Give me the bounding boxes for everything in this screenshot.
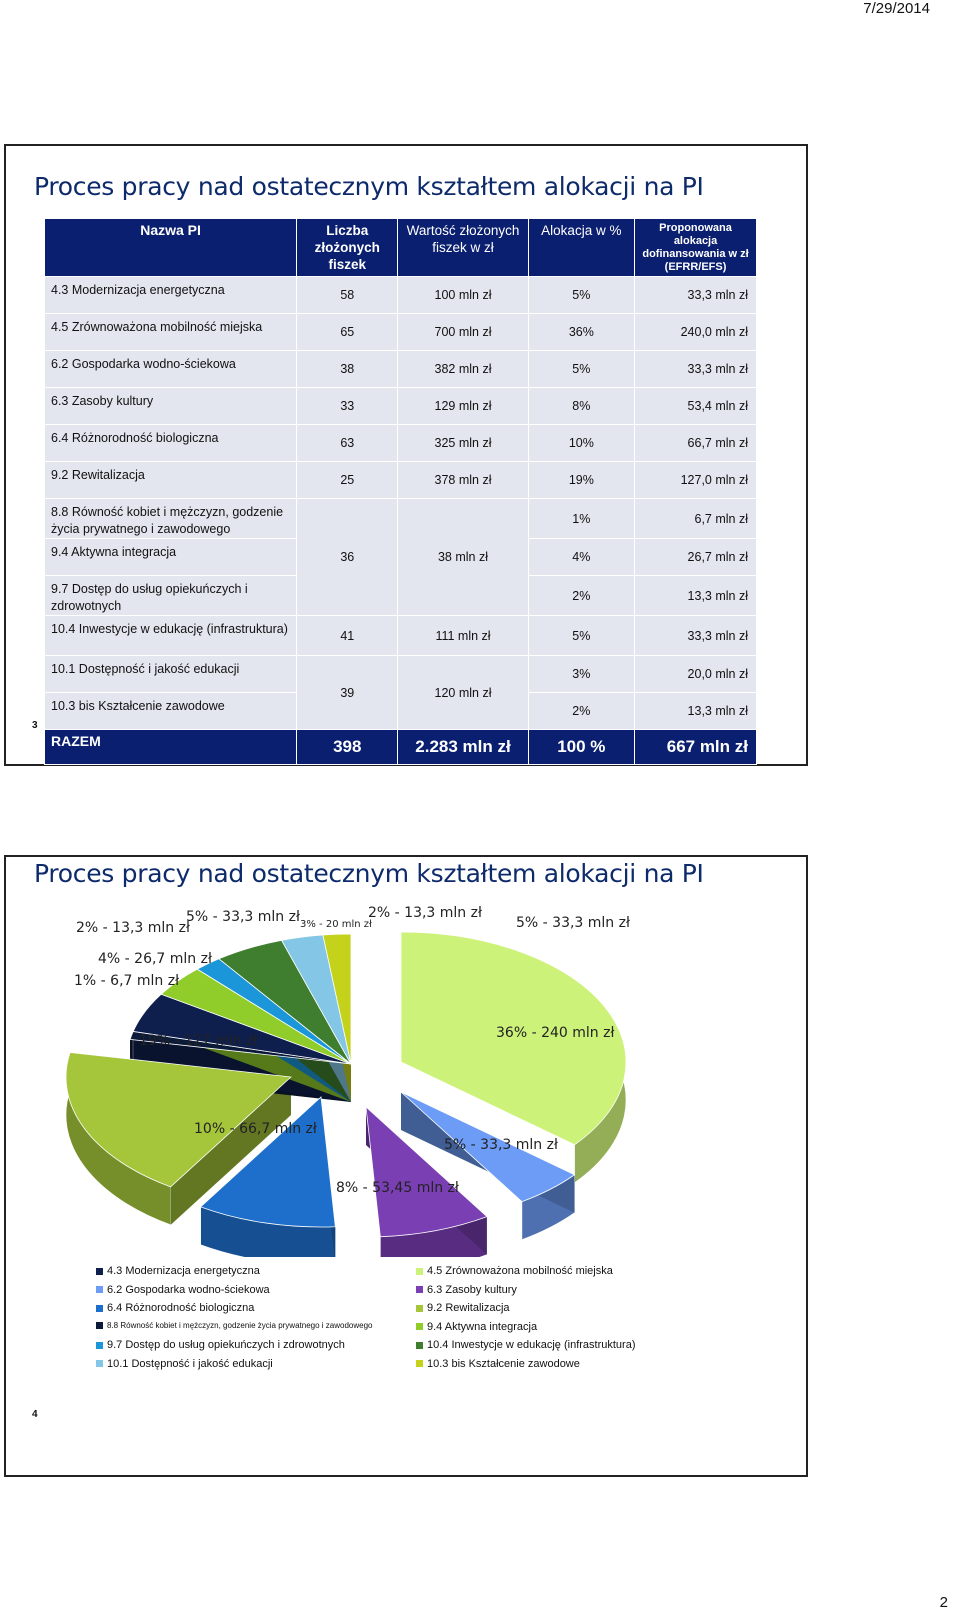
header-name: Nazwa PI bbox=[45, 219, 297, 277]
row-allocation: 6,7 mln zł bbox=[635, 499, 757, 539]
row-value: 111 mln zł bbox=[398, 616, 528, 656]
legend-swatch bbox=[96, 1268, 103, 1275]
row-allocation: 33,3 mln zł bbox=[635, 351, 757, 388]
row-value: 378 mln zł bbox=[398, 462, 528, 499]
table-row bbox=[45, 388, 757, 425]
row-percent: 10% bbox=[528, 425, 634, 462]
row-name: 10.1 Dostępność i jakość edukacji bbox=[45, 656, 297, 693]
legend-label: 6.2 Gospodarka wodno-ściekowa bbox=[107, 1283, 270, 1296]
header-allocation: Proponowana alokacja dofinansowania w zł (EFRR/EFS) bbox=[635, 219, 757, 277]
page-date: 7/29/2014 bbox=[863, 0, 930, 17]
legend-label: 9.2 Rewitalizacja bbox=[427, 1302, 510, 1314]
row-percent: 4% bbox=[528, 539, 634, 576]
legend-item bbox=[96, 1339, 345, 1351]
pie-chart bbox=[6, 857, 806, 1257]
row-count: 33 bbox=[297, 388, 398, 425]
total-value: 2.283 mln zł bbox=[398, 730, 528, 765]
header-value: Wartość złożonych fiszek w zł bbox=[398, 219, 528, 277]
slide-chart bbox=[4, 855, 808, 1477]
row-percent: 2% bbox=[528, 576, 634, 616]
slide-table bbox=[4, 144, 808, 766]
row-percent: 3% bbox=[528, 656, 634, 693]
row-name: 6.4 Różnorodność biologiczna bbox=[45, 425, 297, 462]
pie-slice-label: 5% - 33,3 mln zł bbox=[444, 1137, 558, 1153]
row-allocation: 66,7 mln zł bbox=[635, 425, 757, 462]
row-count: 25 bbox=[297, 462, 398, 499]
row-value: 129 mln zł bbox=[398, 388, 528, 425]
row-allocation: 33,3 mln zł bbox=[635, 616, 757, 656]
row-count: 39 bbox=[297, 656, 398, 730]
row-name: 4.5 Zrównoważona mobilność miejska bbox=[45, 314, 297, 351]
pie-slice-label: 2% - 13,3 mln zł bbox=[76, 920, 190, 936]
row-value: 700 mln zł bbox=[398, 314, 528, 351]
legend-item bbox=[96, 1302, 254, 1314]
legend-label: 4.3 Modernizacja energetyczna bbox=[107, 1265, 260, 1277]
table-row bbox=[45, 616, 757, 656]
row-count: 58 bbox=[297, 277, 398, 314]
row-percent: 19% bbox=[528, 462, 634, 499]
legend-swatch bbox=[96, 1342, 103, 1349]
pie-slice-label: 36% - 240 mln zł bbox=[496, 1025, 615, 1041]
row-percent: 5% bbox=[528, 277, 634, 314]
row-name: 10.3 bis Kształcenie zawodowe bbox=[45, 693, 297, 730]
page-number: 2 bbox=[939, 1594, 948, 1611]
legend-item bbox=[416, 1284, 517, 1296]
row-count: 38 bbox=[297, 351, 398, 388]
legend-swatch bbox=[416, 1342, 423, 1349]
row-name: 10.4 Inwestycje w edukację (infrastruktura) bbox=[45, 616, 297, 656]
row-name: 9.2 Rewitalizacja bbox=[45, 462, 297, 499]
row-count: 36 bbox=[297, 499, 398, 616]
legend-label: 8.8 Równość kobiet i mężczyzn, godzenie życia prywatnego i zawodowego bbox=[107, 1320, 373, 1330]
row-allocation: 33,3 mln zł bbox=[635, 277, 757, 314]
table-row bbox=[45, 462, 757, 499]
row-percent: 5% bbox=[528, 616, 634, 656]
row-allocation: 20,0 mln zł bbox=[635, 656, 757, 693]
pie-slice-label: 2% - 13,3 mln zł bbox=[368, 905, 482, 921]
row-name: 9.4 Aktywna integracja bbox=[45, 539, 297, 576]
table-row bbox=[45, 425, 757, 462]
legend-swatch bbox=[96, 1286, 103, 1293]
pie-slice-label: 1% - 6,7 mln zł bbox=[74, 973, 180, 989]
legend-label: 10.4 Inwestycje w edukację (infrastruktura) bbox=[427, 1339, 636, 1351]
pie-slice-label: 5% - 33,3 mln zł bbox=[186, 909, 300, 925]
legend-item bbox=[416, 1339, 635, 1351]
table-row bbox=[45, 656, 757, 693]
row-value: 38 mln zł bbox=[398, 499, 528, 616]
slide-title: Proces pracy nad ostatecznym kształtem alokacji na PI bbox=[34, 859, 704, 888]
legend-item bbox=[416, 1265, 613, 1277]
table-row bbox=[45, 351, 757, 388]
pie-slice-label: 5% - 33,3 mln zł bbox=[516, 915, 630, 931]
legend-label: 6.3 Zasoby kultury bbox=[427, 1283, 517, 1296]
legend-item bbox=[96, 1284, 270, 1296]
row-percent: 1% bbox=[528, 499, 634, 539]
row-percent: 2% bbox=[528, 693, 634, 730]
slide-number: 3 bbox=[32, 720, 38, 731]
allocation-table bbox=[44, 218, 757, 765]
legend-swatch bbox=[416, 1305, 423, 1312]
row-count: 63 bbox=[297, 425, 398, 462]
pie-slice-label: 4% - 26,7 mln zł bbox=[98, 951, 212, 967]
row-allocation: 13,3 mln zł bbox=[635, 576, 757, 616]
row-count: 41 bbox=[297, 616, 398, 656]
total-percent: 100 % bbox=[528, 730, 634, 765]
slide-title: Proces pracy nad ostatecznym kształtem alokacji na PI bbox=[34, 172, 704, 201]
legend-swatch bbox=[96, 1322, 103, 1329]
legend-label: 9.7 Dostęp do usług opiekuńczych i zdrowotnych bbox=[107, 1339, 345, 1351]
total-name: RAZEM bbox=[45, 730, 297, 765]
row-allocation: 240,0 mln zł bbox=[635, 314, 757, 351]
row-allocation: 26,7 mln zł bbox=[635, 539, 757, 576]
legend-item bbox=[96, 1358, 273, 1370]
row-value: 382 mln zł bbox=[398, 351, 528, 388]
legend-swatch bbox=[96, 1305, 103, 1312]
row-value: 120 mln zł bbox=[398, 656, 528, 730]
row-name: 9.7 Dostęp do usług opiekuńczych i zdrowotnych bbox=[45, 576, 297, 616]
row-allocation: 53,4 mln zł bbox=[635, 388, 757, 425]
total-row bbox=[45, 730, 757, 765]
legend-swatch bbox=[416, 1323, 423, 1330]
row-name: 6.3 Zasoby kultury bbox=[45, 388, 297, 425]
legend-label: 10.3 bis Kształcenie zawodowe bbox=[427, 1357, 580, 1370]
header-percent: Alokacja w % bbox=[528, 219, 634, 277]
legend-label: 4.5 Zrównoważona mobilność miejska bbox=[427, 1265, 613, 1277]
pie-slice-label: 3% - 20 mln zł bbox=[300, 919, 372, 930]
pie-slice-label: 10% - 66,7 mln zł bbox=[194, 1121, 317, 1137]
header-count: Liczba złożonych fiszek bbox=[297, 219, 398, 277]
table-row bbox=[45, 499, 757, 539]
pie-slice-label: 8% - 53,45 mln zł bbox=[336, 1180, 459, 1196]
legend-item bbox=[96, 1321, 372, 1330]
row-value: 100 mln zł bbox=[398, 277, 528, 314]
legend-label: 10.1 Dostępność i jakość edukacji bbox=[107, 1357, 273, 1370]
row-percent: 36% bbox=[528, 314, 634, 351]
row-allocation: 13,3 mln zł bbox=[635, 693, 757, 730]
row-name: 8.8 Równość kobiet i mężczyzn, godzenie życia prywatnego i zawodowego bbox=[45, 499, 297, 539]
legend-item bbox=[96, 1265, 260, 1277]
legend-swatch bbox=[416, 1286, 423, 1293]
legend-label: 6.4 Różnorodność biologiczna bbox=[107, 1302, 255, 1314]
legend-swatch bbox=[416, 1360, 423, 1367]
legend-swatch bbox=[416, 1268, 423, 1275]
row-name: 6.2 Gospodarka wodno-ściekowa bbox=[45, 351, 297, 388]
legend-swatch bbox=[96, 1360, 103, 1367]
total-allocation: 667 mln zł bbox=[635, 730, 757, 765]
table-row bbox=[45, 277, 757, 314]
row-count: 65 bbox=[297, 314, 398, 351]
row-percent: 5% bbox=[528, 351, 634, 388]
pie-slice-label: 19% - 127 mln zł bbox=[139, 1033, 258, 1049]
legend-item bbox=[416, 1358, 580, 1370]
slide-number: 4 bbox=[32, 1409, 38, 1420]
row-allocation: 127,0 mln zł bbox=[635, 462, 757, 499]
legend-item bbox=[416, 1302, 510, 1314]
total-count: 398 bbox=[297, 730, 398, 765]
legend-item bbox=[416, 1321, 537, 1333]
table-row bbox=[45, 314, 757, 351]
row-name: 4.3 Modernizacja energetyczna bbox=[45, 277, 297, 314]
row-percent: 8% bbox=[528, 388, 634, 425]
row-value: 325 mln zł bbox=[398, 425, 528, 462]
legend-label: 9.4 Aktywna integracja bbox=[427, 1320, 538, 1333]
